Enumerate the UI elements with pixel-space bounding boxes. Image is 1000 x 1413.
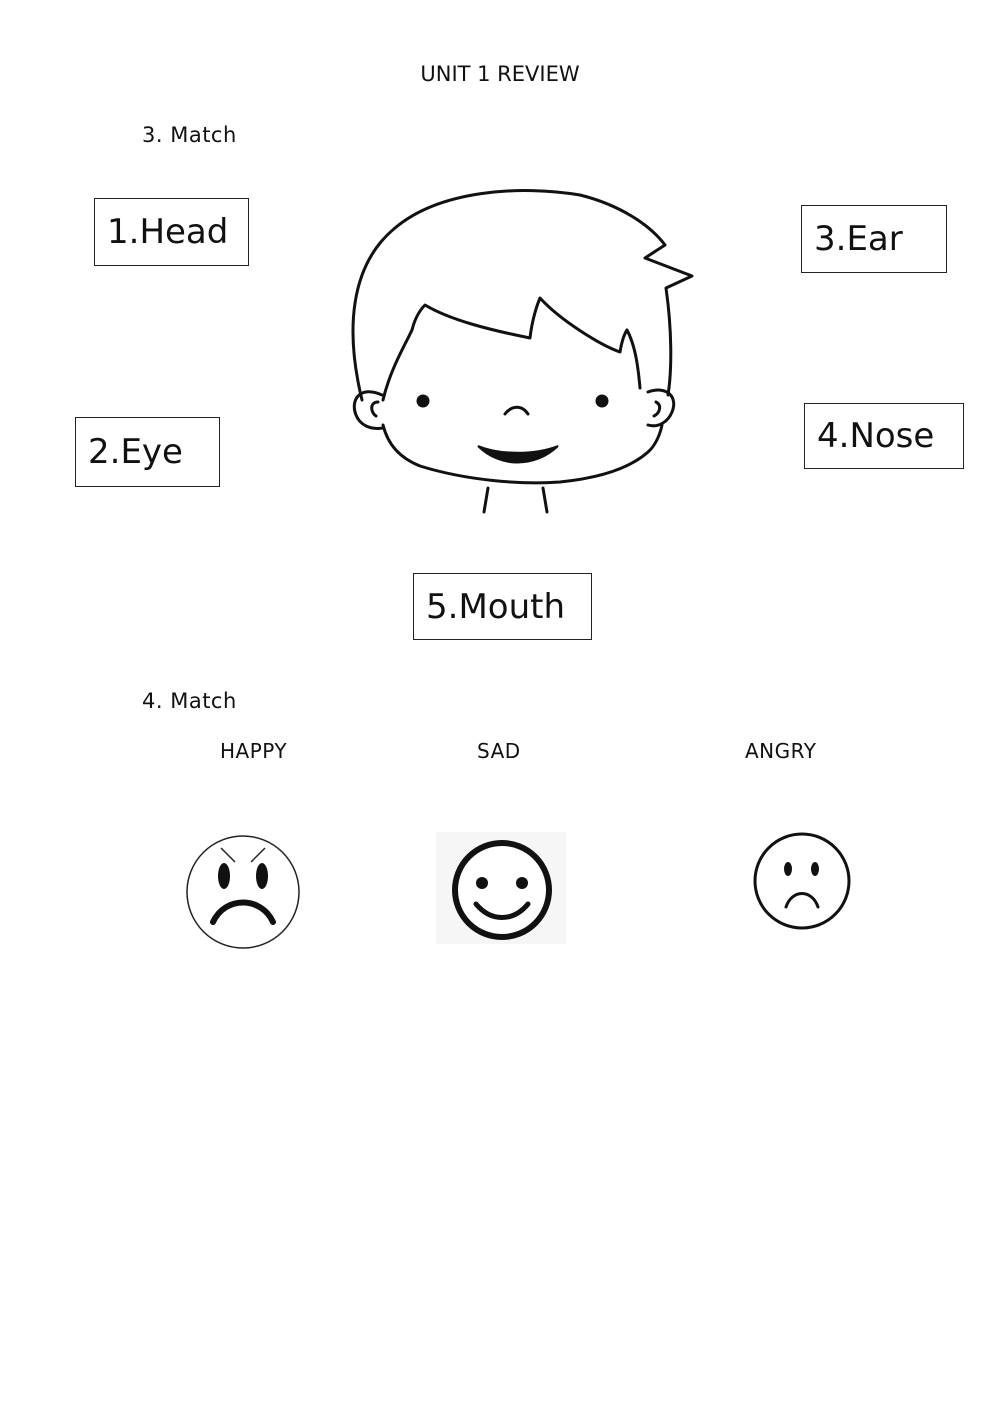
label-box-mouth[interactable] <box>413 573 592 640</box>
angry-face-icon[interactable] <box>185 834 301 950</box>
section-heading-match-3: 3. Match <box>142 123 237 147</box>
page-title: UNIT 1 REVIEW <box>420 62 580 86</box>
label-nose: 4.Nose <box>817 416 935 456</box>
label-ear: 3.Ear <box>814 219 903 259</box>
emotion-label-angry[interactable]: ANGRY <box>745 739 817 763</box>
label-mouth: 5.Mouth <box>426 586 566 627</box>
section-heading-match-4: 4. Match <box>142 689 237 713</box>
emotion-label-sad[interactable]: SAD <box>477 739 521 763</box>
emotion-label-happy[interactable]: HAPPY <box>220 739 288 763</box>
smiley-face-icon[interactable] <box>436 832 566 944</box>
boy-face-icon <box>0 0 1000 560</box>
label-eye: 2.Eye <box>88 432 183 472</box>
sad-face-icon[interactable] <box>752 831 852 931</box>
label-head: 1.Head <box>107 212 229 252</box>
